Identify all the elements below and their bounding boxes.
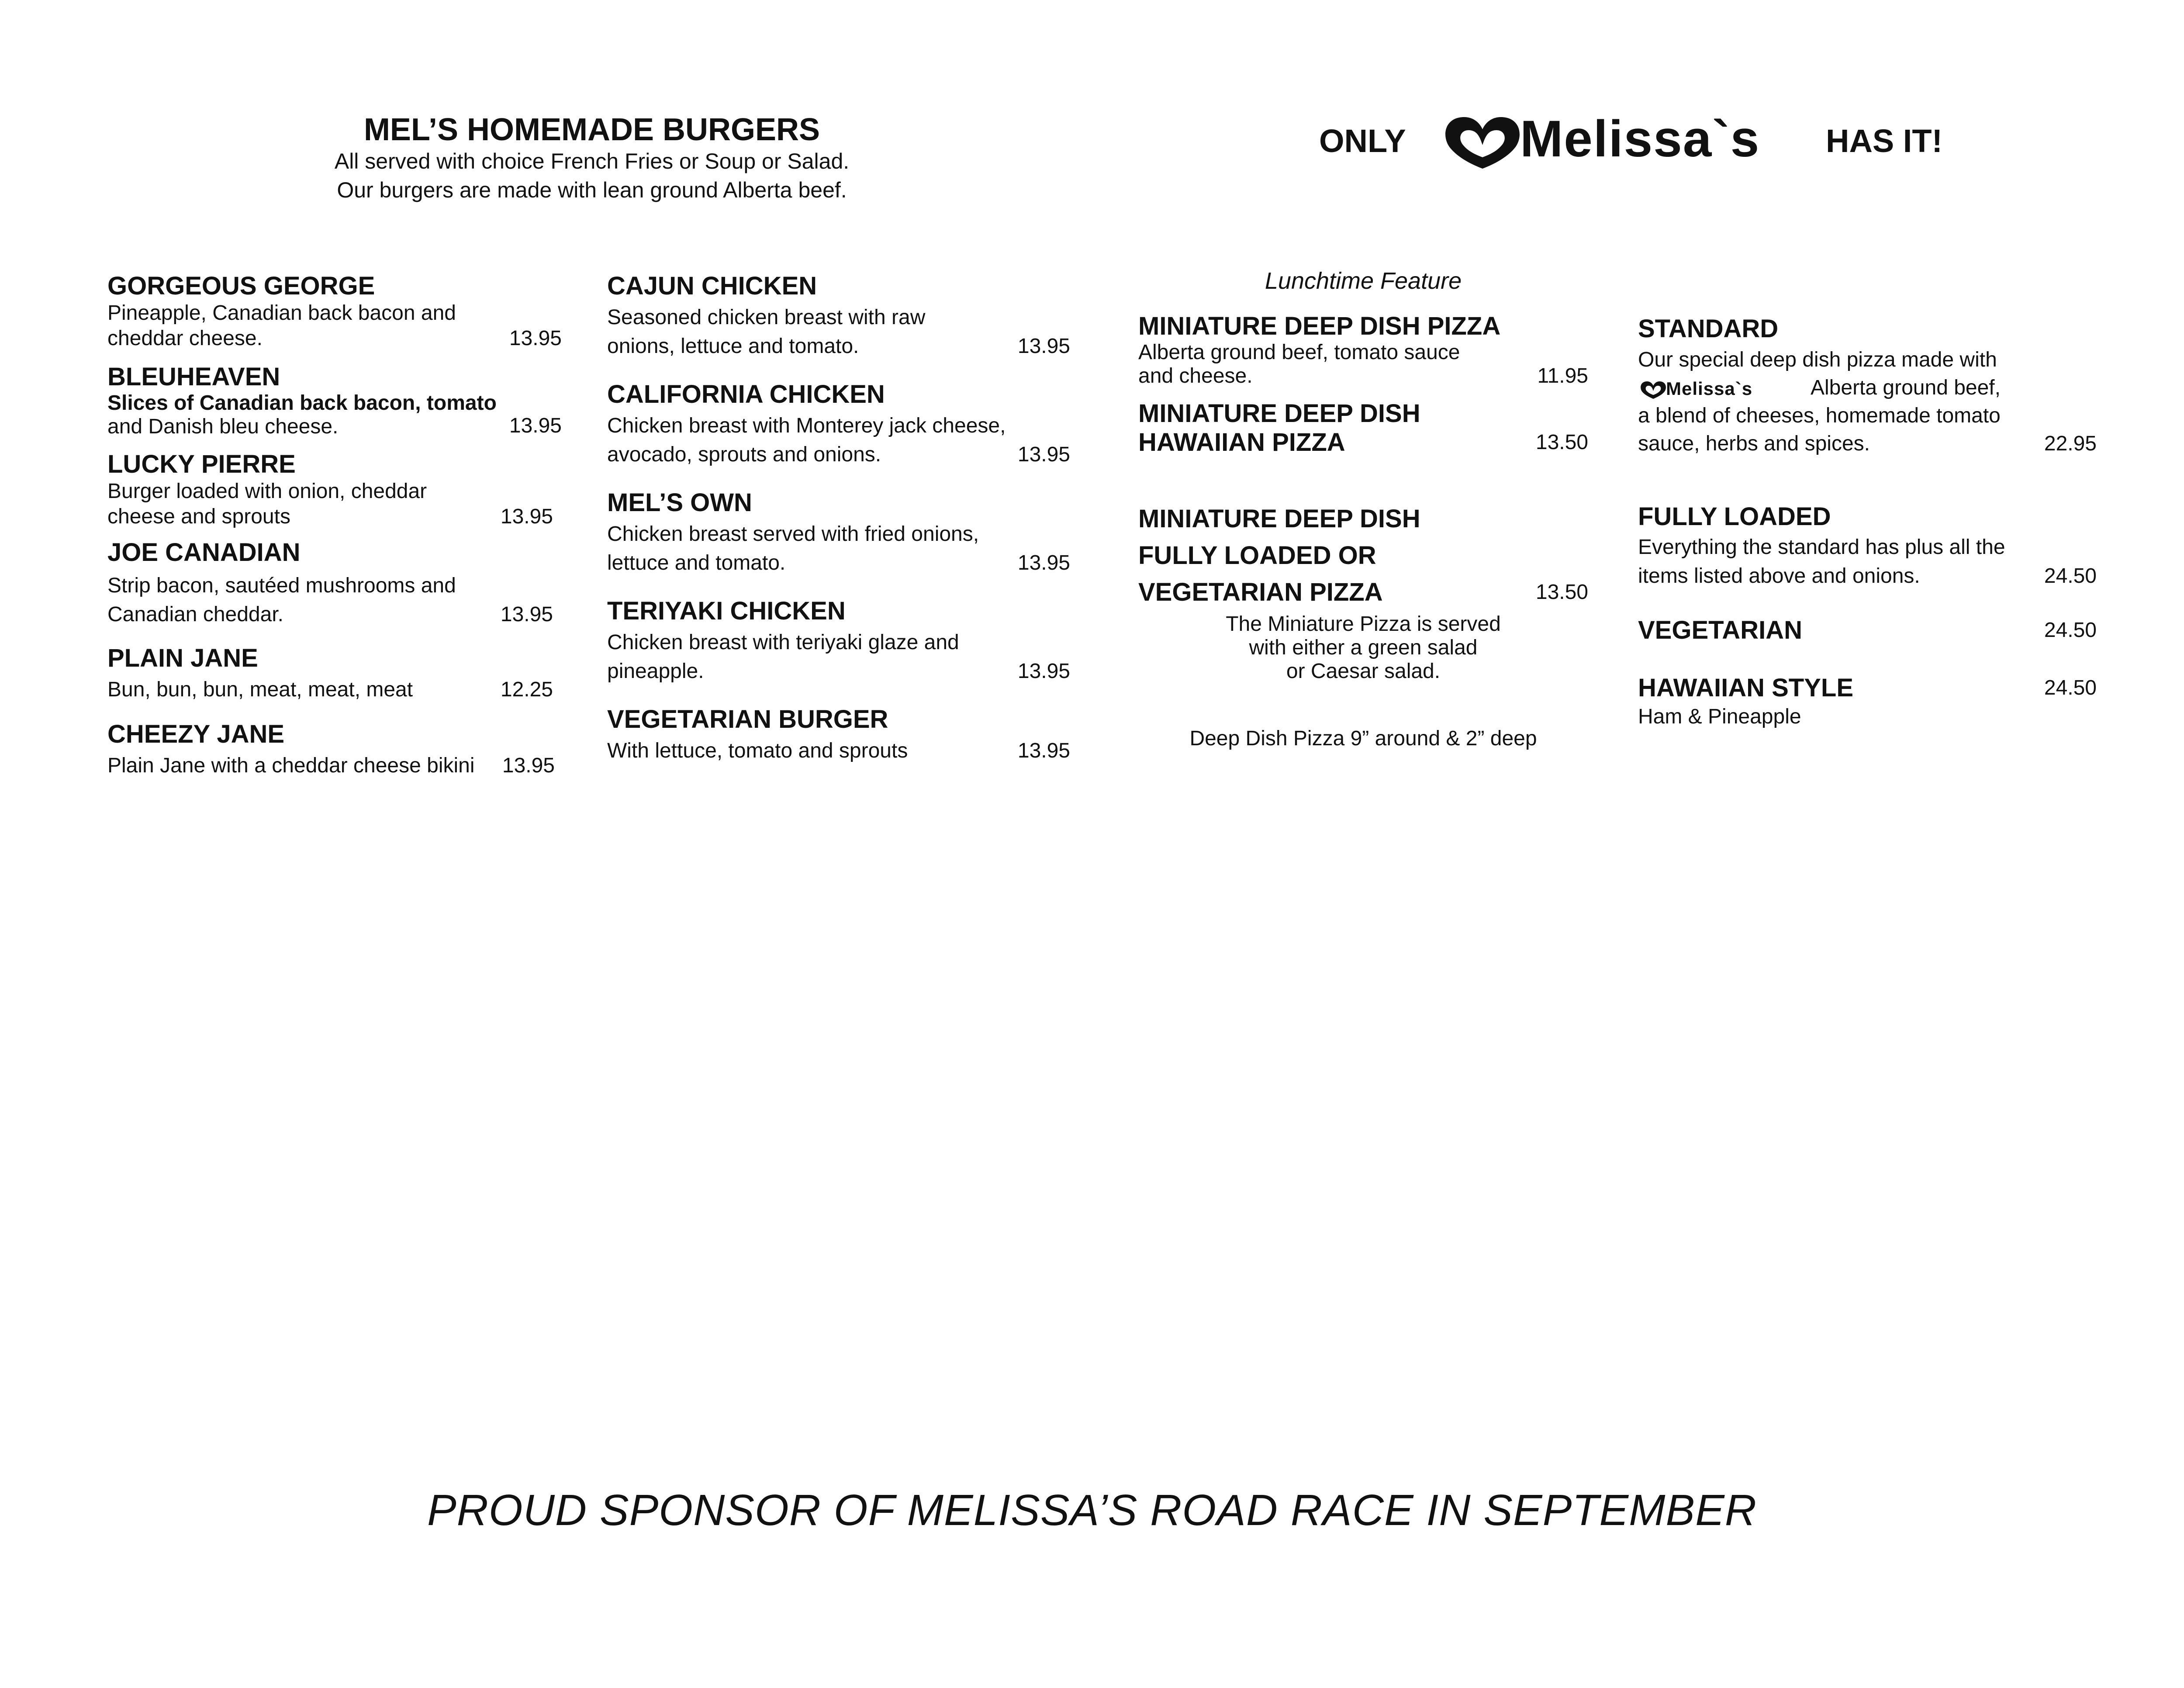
item-price: 11.95 xyxy=(1537,364,1588,387)
item-description: Our special deep dish pizza made with xyxy=(1638,348,1997,371)
item-description: lettuce and tomato. xyxy=(607,551,786,574)
tagline xyxy=(1306,105,1961,179)
small-logo-text: Melissa`s xyxy=(1666,378,1753,399)
item-price: 13.95 xyxy=(509,414,562,437)
burgers-title: MEL’S HOMEMADE BURGERS xyxy=(363,112,820,147)
menu-item xyxy=(1138,312,1588,388)
item-description: Pineapple, Canadian back bacon and xyxy=(107,301,456,325)
menu-item xyxy=(1138,501,1588,611)
item-description: a blend of cheeses, homemade tomato xyxy=(1638,404,2001,427)
item-name: STANDARD xyxy=(1638,315,1779,343)
item-name: JOE CANADIAN xyxy=(107,538,301,567)
item-price: 13.95 xyxy=(1017,551,1070,574)
item-price: 22.95 xyxy=(2044,432,2097,455)
pizza-size-note: Deep Dish Pizza 9” around & 2” deep xyxy=(1189,727,1537,750)
item-description: Chicken breast with teriyaki glaze and xyxy=(607,631,959,654)
item-name: VEGETARIAN xyxy=(1638,616,1802,644)
item-price: 24.50 xyxy=(2044,676,2097,699)
salad-note-line: The Miniature Pizza is served xyxy=(1226,612,1501,636)
item-name: FULLY LOADED xyxy=(1638,502,1831,531)
item-description: Canadian cheddar. xyxy=(107,603,283,626)
salad-note xyxy=(1138,612,1588,683)
item-description: and Danish bleu cheese. xyxy=(107,415,339,438)
menu-item xyxy=(1138,399,1588,457)
lunchtime-feature-label: Lunchtime Feature xyxy=(1265,268,1462,294)
item-description-text: Alberta ground beef, xyxy=(1811,376,2001,399)
item-price: 12.25 xyxy=(500,678,553,701)
item-price: 13.95 xyxy=(500,505,553,528)
item-description-with-logo xyxy=(1638,374,2097,402)
item-price: 13.95 xyxy=(1017,335,1070,358)
burgers-column-1 xyxy=(107,272,562,778)
menu-item xyxy=(607,380,1083,469)
item-price: 13.50 xyxy=(1535,431,1588,454)
item-description: Alberta ground beef, tomato sauce xyxy=(1138,341,1460,364)
item-name: CAJUN CHICKEN xyxy=(607,272,817,300)
item-price: 13.95 xyxy=(500,603,553,626)
item-description: items listed above and onions. xyxy=(1638,564,1920,588)
item-description: Strip bacon, sautéed mushrooms and xyxy=(107,574,456,597)
item-price: 24.50 xyxy=(2044,619,2097,642)
logo-text: Melissa`s xyxy=(1520,110,1760,168)
item-description: Bun, bun, bun, meat, meat, meat xyxy=(107,678,413,701)
item-price: 13.95 xyxy=(1017,443,1070,466)
salad-note-line: with either a green salad xyxy=(1249,636,1478,659)
item-name: MINIATURE DEEP DISH xyxy=(1138,399,1420,428)
item-price: 13.95 xyxy=(509,327,562,350)
menu-item xyxy=(607,488,1083,578)
melissas-logo xyxy=(1437,105,1804,170)
lunchtime-feature-column xyxy=(1138,267,1588,751)
menu-item xyxy=(107,363,562,439)
item-description: Chicken breast with Monterey jack cheese, xyxy=(607,414,1006,437)
item-name: HAWAIIAN STYLE xyxy=(1638,674,1854,702)
item-description: Chicken breast served with fried onions, xyxy=(607,522,979,546)
item-description: Plain Jane with a cheddar cheese bikini xyxy=(107,754,475,777)
salad-note-line: or Caesar salad. xyxy=(1286,660,1441,683)
burgers-column-2 xyxy=(607,272,1083,765)
item-price: 13.95 xyxy=(1017,660,1070,683)
tagline-only: ONLY xyxy=(1319,123,1406,159)
item-name: VEGETARIAN BURGER xyxy=(607,705,888,733)
menu-item xyxy=(1638,616,2097,645)
menu-item xyxy=(1638,674,2097,731)
sponsor-banner: PROUD SPONSOR OF MELISSA’S ROAD RACE IN SEPTEMBER xyxy=(427,1486,1757,1535)
item-description: Slices of Canadian back bacon, tomato xyxy=(107,391,497,415)
menu-item xyxy=(107,538,562,629)
item-description: sauce, herbs and spices. xyxy=(1638,432,1870,455)
item-description: cheese and sprouts xyxy=(107,505,290,528)
menu-item xyxy=(1638,502,2097,591)
item-price: 13.95 xyxy=(502,754,555,777)
item-name: PLAIN JANE xyxy=(107,644,258,672)
item-name: TERIYAKI CHICKEN xyxy=(607,597,846,625)
menu-item xyxy=(607,272,1083,361)
burgers-subtitle-2: Our burgers are made with lean ground Alberta beef. xyxy=(337,177,847,202)
item-description: Burger loaded with onion, cheddar xyxy=(107,480,427,503)
deep-dish-column xyxy=(1638,315,2097,731)
item-description: Seasoned chicken breast with raw xyxy=(607,306,926,329)
item-name: LUCKY PIERRE xyxy=(107,450,296,478)
menu-item xyxy=(607,705,1083,765)
burgers-subtitle-1: All served with choice French Fries or Soup or Salad. xyxy=(334,149,850,173)
item-description: cheddar cheese. xyxy=(107,327,263,350)
item-name: MINIATURE DEEP DISH PIZZA xyxy=(1138,312,1501,340)
item-name: CALIFORNIA CHICKEN xyxy=(607,380,885,408)
item-name: MINIATURE DEEP DISH xyxy=(1138,505,1420,533)
item-description: With lettuce, tomato and sprouts xyxy=(607,739,908,762)
menu-item xyxy=(107,450,562,529)
item-price: 13.95 xyxy=(1017,739,1070,762)
item-name: CHEEZY JANE xyxy=(107,720,285,748)
burgers-section-header xyxy=(306,114,878,204)
menu-item xyxy=(107,272,562,351)
menu-item xyxy=(1638,315,2097,458)
melissas-small-logo xyxy=(1638,377,1795,399)
item-description: and cheese. xyxy=(1138,364,1253,387)
item-name: HAWAIIAN PIZZA xyxy=(1138,428,1345,457)
menu-item xyxy=(607,597,1083,686)
item-name: VEGETARIAN PIZZA xyxy=(1138,578,1383,606)
item-description: onions, lettuce and tomato. xyxy=(607,335,859,358)
item-description: Ham & Pineapple xyxy=(1638,705,1801,728)
item-name: BLEUHEAVEN xyxy=(107,363,280,391)
item-description: Everything the standard has plus all the xyxy=(1638,536,2005,559)
menu-item xyxy=(107,720,562,778)
item-price: 24.50 xyxy=(2044,564,2097,588)
item-price: 13.50 xyxy=(1535,581,1588,604)
item-name: FULLY LOADED OR xyxy=(1138,541,1376,570)
menu-item xyxy=(107,644,562,702)
item-name: MEL’S OWN xyxy=(607,488,752,517)
item-description: avocado, sprouts and onions. xyxy=(607,443,881,466)
tagline-has-it: HAS IT! xyxy=(1826,123,1943,159)
item-name: GORGEOUS GEORGE xyxy=(107,272,375,300)
item-description: pineapple. xyxy=(607,660,704,683)
